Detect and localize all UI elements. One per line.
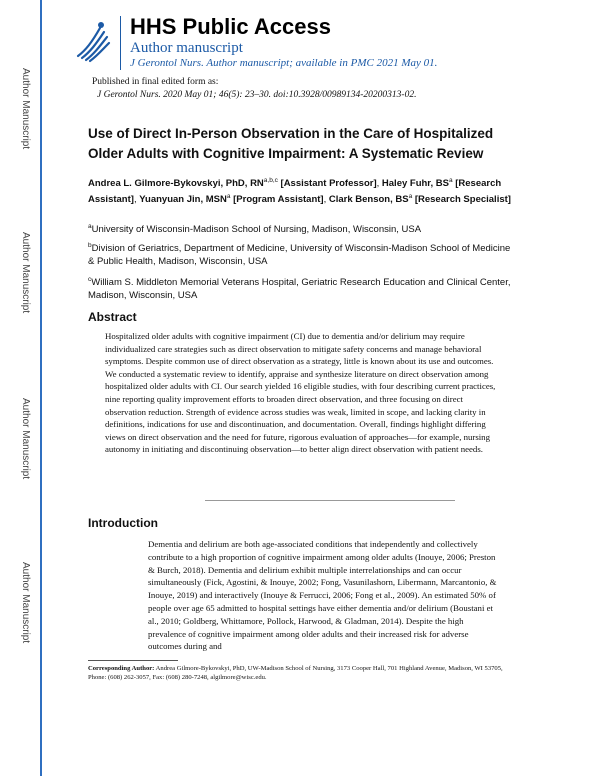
side-label-author-manuscript: Author Manuscript	[20, 398, 31, 480]
affiliation	[88, 239, 518, 268]
footnote-divider	[88, 660, 178, 661]
author-name: Andrea L. Gilmore-Bykovskyi, PhD, RN	[88, 178, 264, 190]
affiliation-text: William S. Middleton Memorial Veterans Hospital, Geriatric Research Education and Clinical Center, Madison, Wisconsin, USA	[88, 277, 511, 302]
affiliation-sup: c	[88, 276, 92, 283]
manuscript-label: Author manuscript	[130, 40, 243, 56]
author-sup: a	[448, 177, 453, 184]
pmc-citation: J Gerontol Nurs. Author manuscript; available in PMC 2021 May 01.	[130, 57, 438, 69]
hhs-title: HHS Public Access	[130, 14, 331, 39]
affiliation	[88, 220, 518, 236]
affiliation-text: Division of Geriatrics, Department of Medicine, University of Wisconsin-Madison School of Medicine & Public Health, Madison, Wisconsin, USA	[88, 243, 511, 268]
margin-rail	[40, 0, 42, 776]
author-role: [Program Assistant]	[233, 193, 324, 205]
author-name: Yuanyuan Jin, MSN	[139, 193, 227, 205]
footnote-text: Andrea Gilmore-Bykovskyi, PhD, UW-Madison School of Nursing, 3173 Cooper Hall, 701 Highland Avenue, Madison, WI 53705, Phone: (608) 262-3057, Fax: (608) 280-7248, algilmore@wisc.edu.	[88, 665, 503, 681]
affiliation-sup: b	[88, 242, 92, 249]
author-name: Haley Fuhr, BS	[381, 178, 449, 190]
side-label-author-manuscript: Author Manuscript	[20, 68, 31, 150]
abstract-divider	[205, 500, 455, 501]
article-title: Use of Direct In-Person Observation in the Care of Hospitalized Older Adults with Cognitive Impairment: A Systematic Review	[88, 126, 494, 161]
affiliation-text: University of Wisconsin-Madison School of Nursing, Madison, Wisconsin, USA	[91, 224, 422, 236]
affiliation	[88, 273, 518, 302]
author-role: [Assistant Professor]	[280, 178, 377, 190]
affiliation-sup: a	[88, 223, 92, 230]
introduction-text: Dementia and delirium are both age-associated conditions that independently and collectively contribute to a high proportion of cognitive impairment among older adults (Inouye, 2006; Preston & Burch, 2018). Dementia and delirium exhibit multiple interrelationships and can occur simultaneously (Fick, Agostini, & Inouye, 2002; Fong, Vasunilashorn, Libermann, Marcantonio, & Inouye, 2019) and interactively (Inouye & Ferrucci, 2006; Fong et al., 2009). An estimated 50% of people over age 65 admitted to hospital settings have either dementia and/or delirium (Boustani et al., 2010; Goldberg, Whittamore, Pollock, Harwood, & Gladman, 2014). Despite the high prevalence of cognitive impairment among older adults and their increased risk for adverse outcomes during and	[148, 539, 497, 652]
published-label: Published in final edited form as:	[92, 77, 219, 87]
footnote-label: Corresponding Author:	[88, 665, 155, 672]
abstract-text: Hospitalized older adults with cognitive impairment (CI) due to dementia and/or delirium may require individualized care strategies such as direct observation to mitigate safety concerns and manage behavioral symptoms. Despite common use of direct observation as a strategy, little is known about its use and outcomes. We conducted a systematic review to identify, appraise and synthesize literature on direct observation among hospitalized older adults with CI. Our search yielded 16 eligible studies, with four describing current practices, nine reporting quality improvement efforts to broaden direct observation, and three focusing on direct observation reduction. Strength of evidence across studies was weak, limited in scope, and lacking clarity in definitions, indications for use and discontinuation, and documentation. Overall, findings highlight differing views on direct observation and the need for future, rigorous evaluation of approaches—for example, nursing autonomy in initiating and discontinuing observation—to better align direct observation with patient needs.	[105, 331, 496, 455]
author-role: [Research Specialist]	[414, 193, 511, 205]
author-sup: a	[408, 192, 413, 200]
author-list: Andrea L. Gilmore-Bykovskyi, PhD, RN$^{a,b,c}$ [Assistant Professor], Haley Fuhr, $BS^a$ [Research Assistant], Yuanyuan Jin, MSN$^a$ [Program Assistant], Clark Benson, $BS^a$ [Research Specialist]	[88, 177, 511, 205]
hhs-eagle-logo-icon	[72, 16, 112, 66]
header-divider	[120, 16, 121, 70]
author-sup: a,b,c	[263, 177, 278, 184]
published-citation: J Gerontol Nurs. 2020 May 01; 46(5): 23–30. doi:10.3928/00989134-20200313-02.	[97, 90, 417, 100]
author-name: Clark Benson, BS	[328, 193, 409, 205]
side-label-author-manuscript: Author Manuscript	[20, 562, 31, 644]
introduction-heading: Introduction	[88, 516, 158, 530]
author-role: [Research Assistant]	[88, 178, 502, 205]
corresponding-author-footnote	[88, 664, 508, 682]
abstract-heading: Abstract	[88, 310, 137, 324]
author-sup: a	[226, 192, 231, 200]
side-label-author-manuscript: Author Manuscript	[20, 232, 31, 314]
